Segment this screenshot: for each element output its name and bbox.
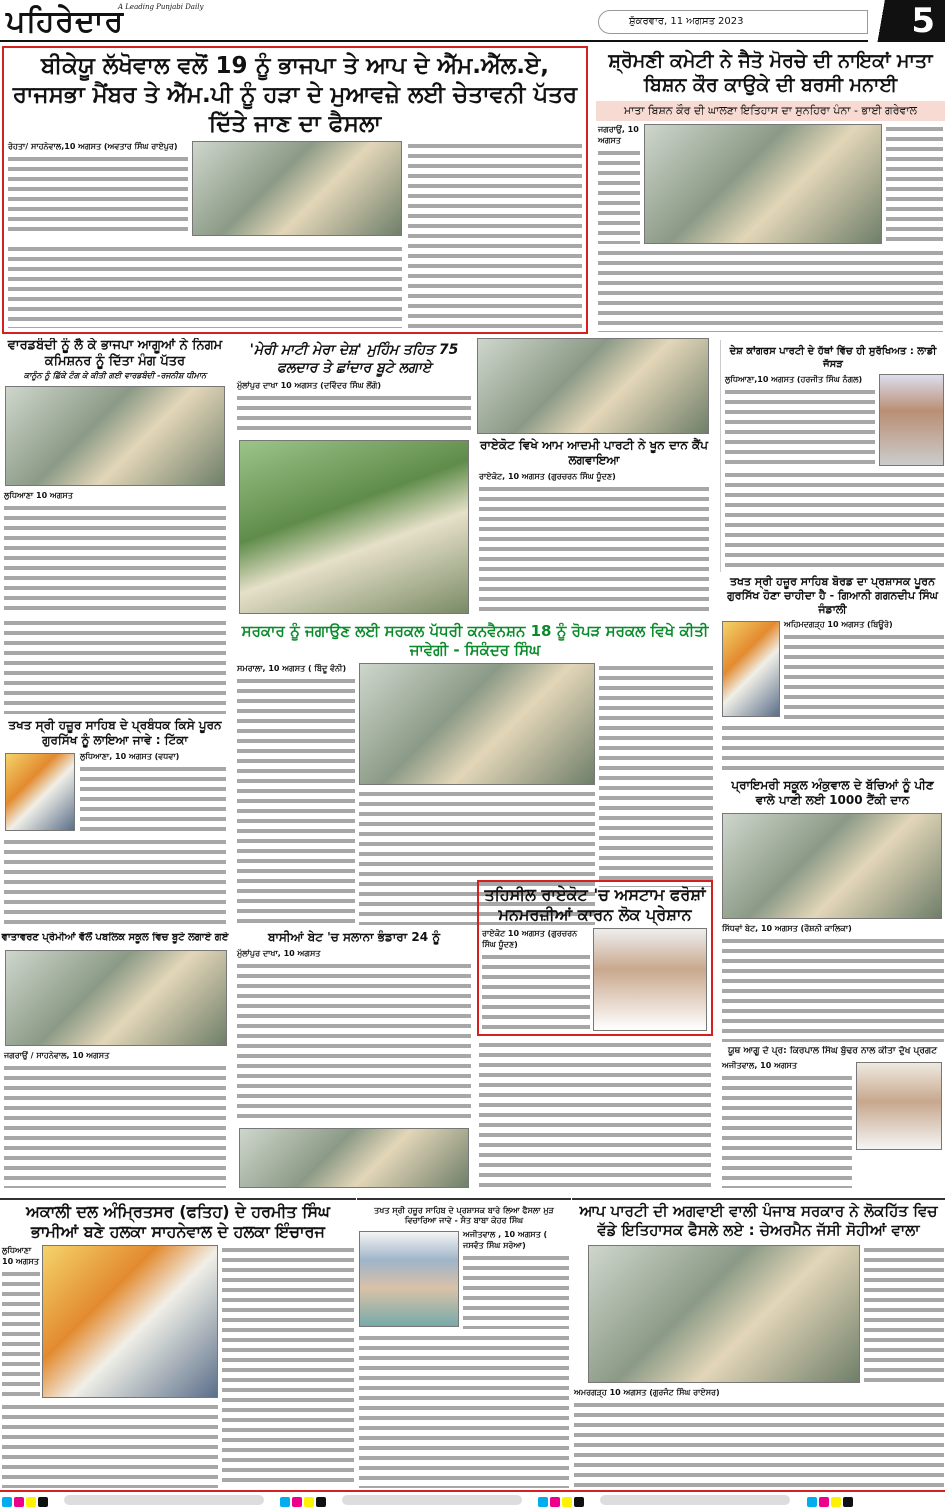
dateline: ਅਜੀਤਵਾਲ, 10 ਅਗਸਤ xyxy=(722,1061,797,1071)
article-body xyxy=(720,1060,945,1190)
article-stamp-vendors xyxy=(477,880,713,1190)
subheadline: ਕਾਨੂੰਨ ਨੂੰ ਛਿੱਕੇ ਟੰਗ ਕੇ ਕੀਤੀ ਗਈ ਵਾਰਡਬੰਦੀ -ਰਜਨੀਸ਼ ਧੀਮਾਨ xyxy=(23,370,207,380)
dateline: ਸਮਰਾਲਾ, 10 ਅਗਸਤ ( ਬਿੰਦੂ ਵੰਨੀ) xyxy=(237,663,347,673)
text-column xyxy=(574,1387,944,1489)
dateline: ਲੁਧਿਆਣਾ,10 ਅਗਸਤ (ਹਰਜੀਤ ਸਿੰਘ ਨੰਗਲ) xyxy=(725,375,863,384)
photo xyxy=(5,753,75,831)
article-body xyxy=(596,124,945,335)
photo xyxy=(722,621,780,717)
gray-bar xyxy=(342,1495,522,1505)
photo xyxy=(192,141,402,236)
black-mark xyxy=(843,1497,853,1507)
body-text xyxy=(4,837,226,928)
headline: ਆਪ ਪਾਰਟੀ ਦੀ ਅਗਵਾਈ ਵਾਲੀ ਪੰਜਾਬ ਸਰਕਾਰ ਨੇ ਲੋਕਹਿੱਤ ਵਿਚ ਵੱਡੇ ਇਤਿਹਾਸਕ ਫੈਸਲੇ ਲਏ : ਚੇਅਰਮੈਨ ਜੱਸੀ ਸੋਹੀਆਂ ਵਾਲਾ xyxy=(579,1202,938,1239)
cyan-mark xyxy=(280,1497,290,1507)
cyan-mark xyxy=(807,1497,817,1507)
article-box xyxy=(477,880,713,1036)
article-body xyxy=(572,1243,945,1491)
body-text xyxy=(4,618,226,714)
photo xyxy=(644,124,882,245)
photo xyxy=(42,1245,218,1398)
headline: ਤਖਤ ਸ੍ਰੀ ਹਜ਼ੂਰ ਸਾਹਿਬ ਦੇ ਪ੍ਰਬੰਧਕ ਕਿਸੇ ਪੂਰਨ ਗੁਰਸਿੱਖ ਨੂੰ ਲਾਇਆ ਜਾਵੇ : ਟਿੱਕਾ xyxy=(8,718,222,747)
body-text xyxy=(2,1402,218,1488)
newspaper-logo: ਪਹਿਰੇਦਾਰ xyxy=(6,4,125,39)
body-text xyxy=(784,632,944,719)
article-tikka xyxy=(0,618,230,930)
article-meri-mati xyxy=(235,338,473,620)
article-basian-bet xyxy=(235,930,473,1190)
text-column xyxy=(725,374,875,464)
body-text xyxy=(886,124,943,245)
headline: 'ਮੇਰੀ ਮਾਟੀ ਮੇਰਾ ਦੇਸ਼' ਮੁਹਿੰਮ ਤਹਿਤ 75 ਫਲਦਾਰ ਤੇ ਛਾਂਦਾਰ ਬੂਟੇ ਲਗਾਏ xyxy=(249,342,459,376)
text-column xyxy=(598,124,640,245)
yellow-mark xyxy=(562,1497,572,1507)
article-body xyxy=(720,811,945,1044)
article-body xyxy=(8,141,582,328)
headline: ਬੀਕੇਯੂ ਲੱਖੋਵਾਲ ਵਲੋਂ 19 ਨੂੰ ਭਾਜਪਾ ਤੇ ਆਪ ਦੇ ਐੱਮ.ਐੱਲ.ਏ, ਰਾਜਸਭਾ ਮੈਂਬਰ ਤੇ ਐੱਮ.ਪੀ ਨੂੰ ਹੜਾ ਦੇ ਮੁਆਵਜ਼ੇ ਲਈ ਚੇਤਾਵਨੀ ਪੱਤਰ ਦਿੱਤੇ ਜਾਣ ਦਾ ਫੈਸਲਾ xyxy=(12,53,578,137)
headline: ਤਹਿਸੀਲ ਰਾਏਕੋਟ 'ਚ ਅਸਟਾਮ ਫਰੋਸ਼ਾਂ ਮਨਮਰਜ਼ੀਆਂ ਕਾਰਨ ਲੋਕ ਪ੍ਰੇਸ਼ਾਨ xyxy=(484,885,706,924)
photo xyxy=(359,1231,459,1327)
black-mark xyxy=(38,1497,48,1507)
body-text xyxy=(864,1245,944,1383)
masthead xyxy=(0,0,945,42)
text-column xyxy=(237,380,471,436)
photo xyxy=(722,813,942,919)
article-bku-lakhowal xyxy=(2,46,588,334)
body-text xyxy=(482,952,590,1031)
photo xyxy=(856,1062,942,1150)
headline: ਦੇਸ਼ ਕਾਂਗਰਸ ਪਾਰਟੀ ਦੇ ਹੱਥਾਂ ਵਿੱਚ ਹੀ ਸੁਰੱਖਿਅਤ : ਲਾਡੀ ਜੱਸੜ xyxy=(729,346,937,370)
headline: ਪ੍ਰਾਇਮਰੀ ਸਕੂਲ ਅੰਕੁਵਾਲ ਦੇ ਬੱਚਿਆਂ ਨੂੰ ਪੀਣ ਵਾਲੇ ਪਾਣੀ ਲਈ 1000 ਟੈਂਕੀ ਦਾਨ xyxy=(731,778,934,807)
headline: ਵਾਰਡਬੰਦੀ ਨੂੰ ਲੈ ਕੇ ਭਾਜਪਾ ਆਗੂਆਂ ਨੇ ਨਿਗਮ ਕਮਿਸ਼ਨਰ ਨੂੰ ਦਿੱਤਾ ਮੰਗ ਪੱਤਰ xyxy=(7,338,223,370)
headline: ਤਖਤ ਸ੍ਰੀ ਹਜ਼ੂਰ ਸਾਹਿਬ ਦੇ ਪ੍ਰਸ਼ਾਸਕ ਬਾਰੇ ਲਿਆ ਫੈਸਲਾ ਮੁੜ ਵਿਚਾਰਿਆ ਜਾਵੇ - ਸੰਤ ਬਾਬਾ ਕੇਹਰ ਸਿੰਘ xyxy=(374,1206,554,1225)
black-mark xyxy=(574,1497,584,1507)
article-body xyxy=(357,1229,571,1490)
article-body xyxy=(235,380,473,620)
body-text xyxy=(598,248,943,332)
body-text xyxy=(8,154,188,236)
article-body xyxy=(0,1245,356,1490)
article-wardbandi xyxy=(0,338,230,614)
text-column xyxy=(4,490,226,615)
headline: ਸ਼੍ਰੋਮਣੀ ਕਮੇਟੀ ਨੇ ਜੈਤੋ ਮੋਰਚੇ ਦੀ ਨਾਇਕਾਂ ਮਾਤਾ ਬਿਸ਼ਨ ਕੌਰ ਕਾਉਕੇ ਦੀ ਬਰਸੀ ਮਨਾਈ xyxy=(608,50,933,96)
magenta-mark xyxy=(550,1497,560,1507)
headline: ਵਾਤਾਵਰਣ ਪ੍ਰੇਮੀਆਂ ਵੱਲੋਂ ਪਬਲਿਕ ਸਕੂਲ ਵਿਚ ਬੂਟੇ ਲਗਾਏ ਗਏ xyxy=(1,932,229,943)
gray-bar xyxy=(600,1495,790,1505)
cyan-mark xyxy=(2,1497,12,1507)
photo xyxy=(5,950,227,1046)
article-body xyxy=(721,374,945,572)
dateline: ਅਮਰਗੜ੍ਹ 10 ਅਗਸਤ (ਗੁਰਜੰਟ ਸਿੰਘ ਰਾਏਸਰ) xyxy=(574,1387,720,1397)
body-text xyxy=(598,148,640,245)
issue-date: ਸ਼ੁੱਕਰਵਾਰ, 11 ਅਗਸਤ 2023 xyxy=(598,10,868,34)
article-hazur-sahib-board xyxy=(720,575,945,775)
photo xyxy=(593,928,707,1031)
photo xyxy=(239,440,469,614)
body-text xyxy=(359,1333,569,1488)
article-aap-government xyxy=(572,1198,945,1490)
article-sgpc-barsi xyxy=(596,46,945,334)
magenta-mark xyxy=(292,1497,302,1507)
article-sant-kehar-singh xyxy=(357,1198,571,1490)
dateline: ਰਾਏਕੋਟ, 10 ਅਗਸਤ (ਗੁਰਚਰਨ ਸਿੰਘ ਧੂੰਦਣ) xyxy=(479,472,616,481)
body-text xyxy=(725,387,875,464)
yellow-mark xyxy=(831,1497,841,1507)
dateline: ਅਜੀਤਵਾਲ , 10 ਅਗਸਤ ( ਜਸਵੰਤ ਸਿੰਘ ਸਰੋਆ) xyxy=(463,1230,548,1250)
print-registration-bar xyxy=(0,1490,945,1507)
text-column xyxy=(463,1229,569,1329)
yellow-mark xyxy=(26,1497,36,1507)
body-text xyxy=(2,1269,40,1398)
subheadline: ਮਾਤਾ ਬਿਸ਼ਨ ਕੌਰ ਦੀ ਘਾਲਣਾ ਇਤਿਹਾਸ ਦਾ ਸੁਨਹਿਰਾ ਪੰਨਾ - ਭਾਈ ਗਰੇਵਾਲ xyxy=(596,101,945,121)
article-body xyxy=(720,619,945,775)
article-body xyxy=(235,948,473,1190)
gray-bar xyxy=(64,1495,264,1505)
headline: ਰਾਏਕੋਟ ਵਿਖੇ ਆਮ ਆਦਮੀ ਪਾਰਟੀ ਨੇ ਖੂਨ ਦਾਨ ਕੈਂਪ ਲਗਵਾਇਆ xyxy=(480,438,708,467)
headline: ਤਖਤ ਸ੍ਰੀ ਹਜ਼ੂਰ ਸਾਹਿਬ ਬੋਰਡ ਦਾ ਪ੍ਰਸ਼ਾਸਕ ਪੂਰਨ ਗੁਰਸਿੱਖ ਹੋਣਾ ਚਾਹੀਦਾ ਹੈ - ਗਿਆਨੀ ਗਗਨਦੀਪ ਸਿੰਘ ਜੰਡਾਲੀ xyxy=(727,575,938,616)
dateline: ਰਾਏਕੋਟ 10 ਅਗਸਤ (ਗੁਰਚਰਨ ਸਿੰਘ ਧੂੰਦਣ) xyxy=(482,929,578,949)
body-text xyxy=(574,1400,944,1489)
black-mark xyxy=(316,1497,326,1507)
photo xyxy=(359,663,595,785)
headline: ਯੂਥ ਆਗੂ ਦੇ ਪ੍ਰ: ਕਿਰਪਾਲ ਸਿੰਘ ਬੁੱਢਰ ਨਾਲ ਕੀਤਾ ਦੁੱਖ ਪ੍ਰਗਟ xyxy=(728,1046,937,1056)
body-text xyxy=(408,141,582,328)
body-text xyxy=(463,1253,569,1329)
text-column xyxy=(237,663,355,926)
photo xyxy=(5,386,225,486)
headline: ਅਕਾਲੀ ਦਲ ਅੰਮ੍ਰਿਤਸਰ (ਫਤਿਹ) ਦੇ ਹਰਮੀਤ ਸਿੰਘ ਭਾਮੀਆਂ ਬਣੇ ਹਲਕਾ ਸਾਹਨੇਵਾਲ ਦੇ ਹਲਕਾ ਇੰਚਾਰਜ xyxy=(26,1202,330,1241)
body-text xyxy=(8,244,402,328)
photo xyxy=(239,1128,469,1188)
body-text xyxy=(222,1245,354,1488)
article-ankuwal-school xyxy=(720,778,945,1044)
body-text xyxy=(237,393,471,436)
cyan-mark xyxy=(538,1497,548,1507)
text-column xyxy=(2,1245,40,1398)
dateline: ਰੋਹਤਾ/ ਸਾਹਨੇਵਾਲ,10 ਅਗਸਤ (ਅਵਤਾਰ ਸਿੰਘ ਰਾਏਪੁਰ) xyxy=(8,142,178,152)
dateline: ਲੁਧਿਆਣਾ 10 ਅਗਸਤ xyxy=(4,490,73,500)
text-column xyxy=(479,471,709,616)
text-column xyxy=(784,619,944,719)
headline: ਬਾਸੀਆਂ ਬੇਟ 'ਚ ਸਲਾਨਾ ਭੰਡਾਰਾ 24 ਨੂੰ xyxy=(267,930,441,944)
article-body xyxy=(477,471,711,620)
article-akali-dal xyxy=(0,1198,356,1490)
text-column xyxy=(8,141,188,236)
article-ladi-jassar xyxy=(720,340,945,572)
yellow-mark xyxy=(304,1497,314,1507)
dateline: ਸਿੱਧਵਾਂ ਬੇਟ, 10 ਅਗਸਤ (ਰੌਸ਼ਨੀ ਕਾਲਿਕਾ) xyxy=(722,924,852,933)
body-text xyxy=(237,961,471,1124)
body-text xyxy=(80,764,226,833)
article-environment-lovers xyxy=(0,932,230,1190)
dateline: ਮੁੱਲਾਂਪੁਰ ਦਾਖਾ 10 ਅਗਸਤ (ਦਵਿੰਦਰ ਸਿੰਘ ਲੌਂਗੋ) xyxy=(237,381,382,390)
magenta-mark xyxy=(819,1497,829,1507)
dateline: ਅਹਿਮਦਗੜ੍ਹ 10 ਅਗਸਤ (ਬਿਊਰੋ) xyxy=(784,620,893,630)
text-column xyxy=(237,948,471,1124)
body-text xyxy=(479,1040,711,1188)
article-body xyxy=(0,751,230,930)
article-blood-camp xyxy=(477,338,711,620)
tagline: A Leading Punjabi Daily xyxy=(118,3,204,11)
dateline: ਲੁਧਿਆਣਾ, 10 ਅਗਸਤ (ਵਧਵਾ) xyxy=(80,752,180,761)
dateline: ਲੁਧਿਆਣਾ 10 ਅਗਸਤ xyxy=(2,1246,39,1266)
text-column xyxy=(4,1050,226,1189)
article-body xyxy=(0,384,230,615)
text-column xyxy=(722,1060,852,1188)
body-text xyxy=(722,723,944,773)
body-text xyxy=(722,936,944,1042)
text-column xyxy=(722,923,944,1042)
body-text xyxy=(4,503,226,615)
article-condolence xyxy=(720,1046,945,1190)
body-text xyxy=(479,484,709,616)
photo xyxy=(879,374,944,466)
text-column xyxy=(80,751,226,833)
article-body xyxy=(479,928,711,1034)
dateline: ਮੁੱਲਾਂਪੁਰ ਦਾਖਾ, 10 ਅਗਸਤ xyxy=(237,949,321,958)
photo xyxy=(588,1245,860,1383)
body-text xyxy=(722,1073,852,1188)
page-number: 5 xyxy=(868,0,945,42)
dateline: ਜਗਰਾਉਂ, 10 ਅਗਸਤ xyxy=(598,124,639,145)
headline: ਸਰਕਾਰ ਨੂੰ ਜਗਾਉਣ ਲਈ ਸਰਕਲ ਪੱਧਰੀ ਕਨਵੈਨਸ਼ਨ 18 ਨੂੰ ਰੋਪੜ ਸਰਕਲ ਵਿਖੇ ਕੀਤੀ ਜਾਵੇਗੀ - ਸਿਕੰਦਰ ਸਿੰਘ xyxy=(241,622,709,659)
article-body xyxy=(0,948,230,1191)
body-text xyxy=(725,470,944,570)
text-column xyxy=(482,928,590,1031)
body-text xyxy=(237,676,355,926)
dateline: ਜਗਰਾਉਂ / ਸਾਹਨੇਵਾਲ, 10 ਅਗਸਤ xyxy=(4,1050,110,1060)
photo xyxy=(477,338,709,434)
magenta-mark xyxy=(14,1497,24,1507)
body-text xyxy=(599,663,713,888)
body-text xyxy=(4,1063,226,1189)
